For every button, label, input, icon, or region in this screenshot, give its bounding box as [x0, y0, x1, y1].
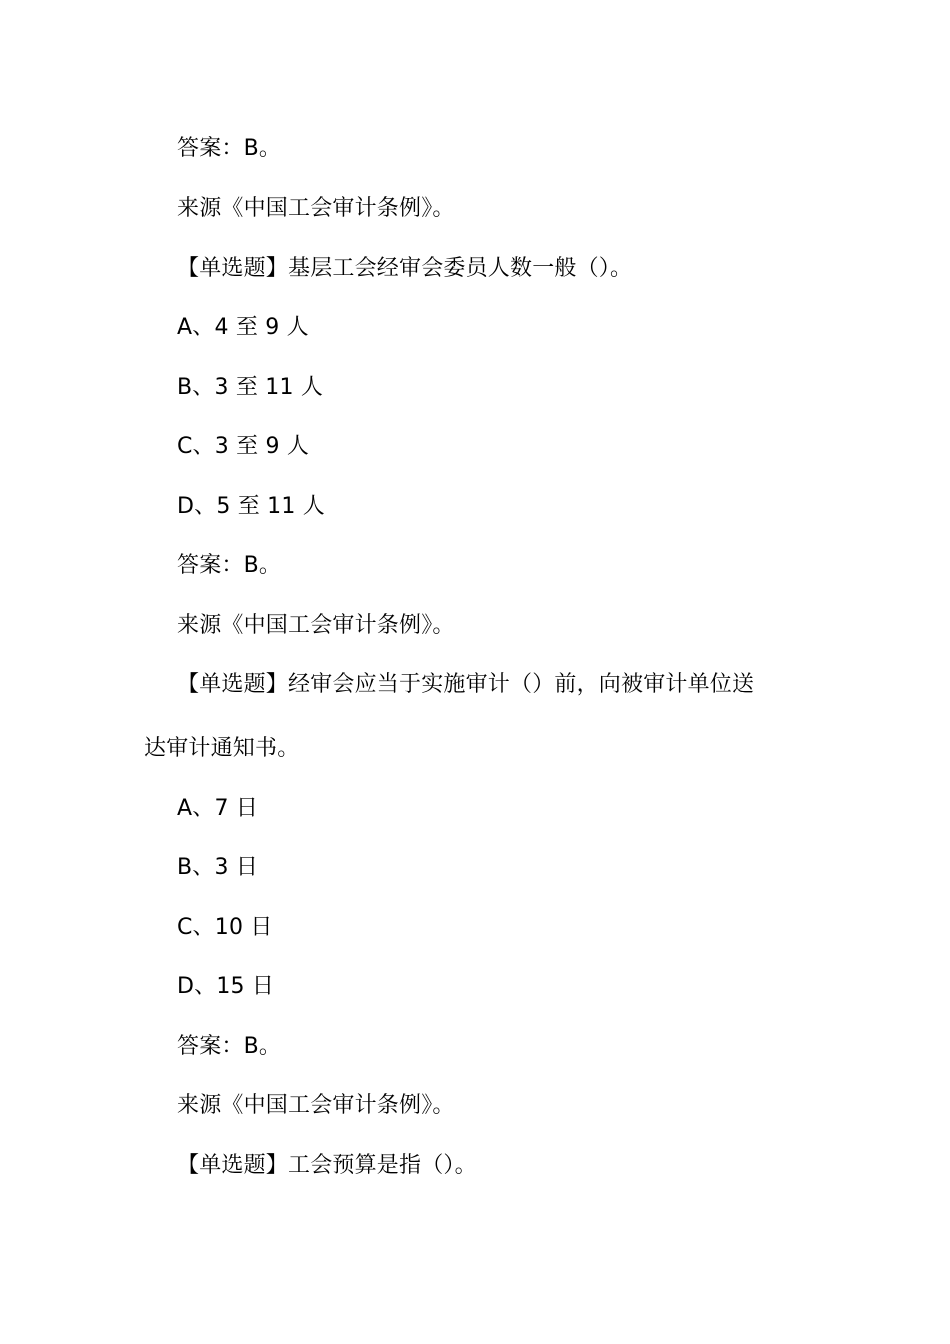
option-b: B、3 日 — [177, 855, 259, 880]
question-line: 【单选题】基层工会经审会委员人数一般（）。 — [177, 256, 633, 281]
source-line: 来源《中国工会审计条例》。 — [177, 613, 455, 638]
question-line: 【单选题】经审会应当于实施审计（）前，向被审计单位送 — [177, 672, 755, 697]
option-a: A、4 至 9 人 — [177, 315, 309, 340]
option-a: A、7 日 — [177, 796, 259, 821]
answer-line: 答案：B。 — [177, 1034, 282, 1059]
option-d: D、15 日 — [177, 974, 275, 999]
option-b: B、3 至 11 人 — [177, 375, 324, 400]
option-c: C、3 至 9 人 — [177, 434, 310, 459]
option-d: D、5 至 11 人 — [177, 494, 325, 519]
answer-line: 答案：B。 — [177, 136, 282, 161]
question-line: 【单选题】工会预算是指（）。 — [177, 1153, 477, 1178]
source-line: 来源《中国工会审计条例》。 — [177, 196, 455, 221]
question-line-continuation: 达审计通知书。 — [144, 736, 300, 761]
answer-line: 答案：B。 — [177, 553, 282, 578]
option-c: C、10 日 — [177, 915, 273, 940]
source-line: 来源《中国工会审计条例》。 — [177, 1093, 455, 1118]
